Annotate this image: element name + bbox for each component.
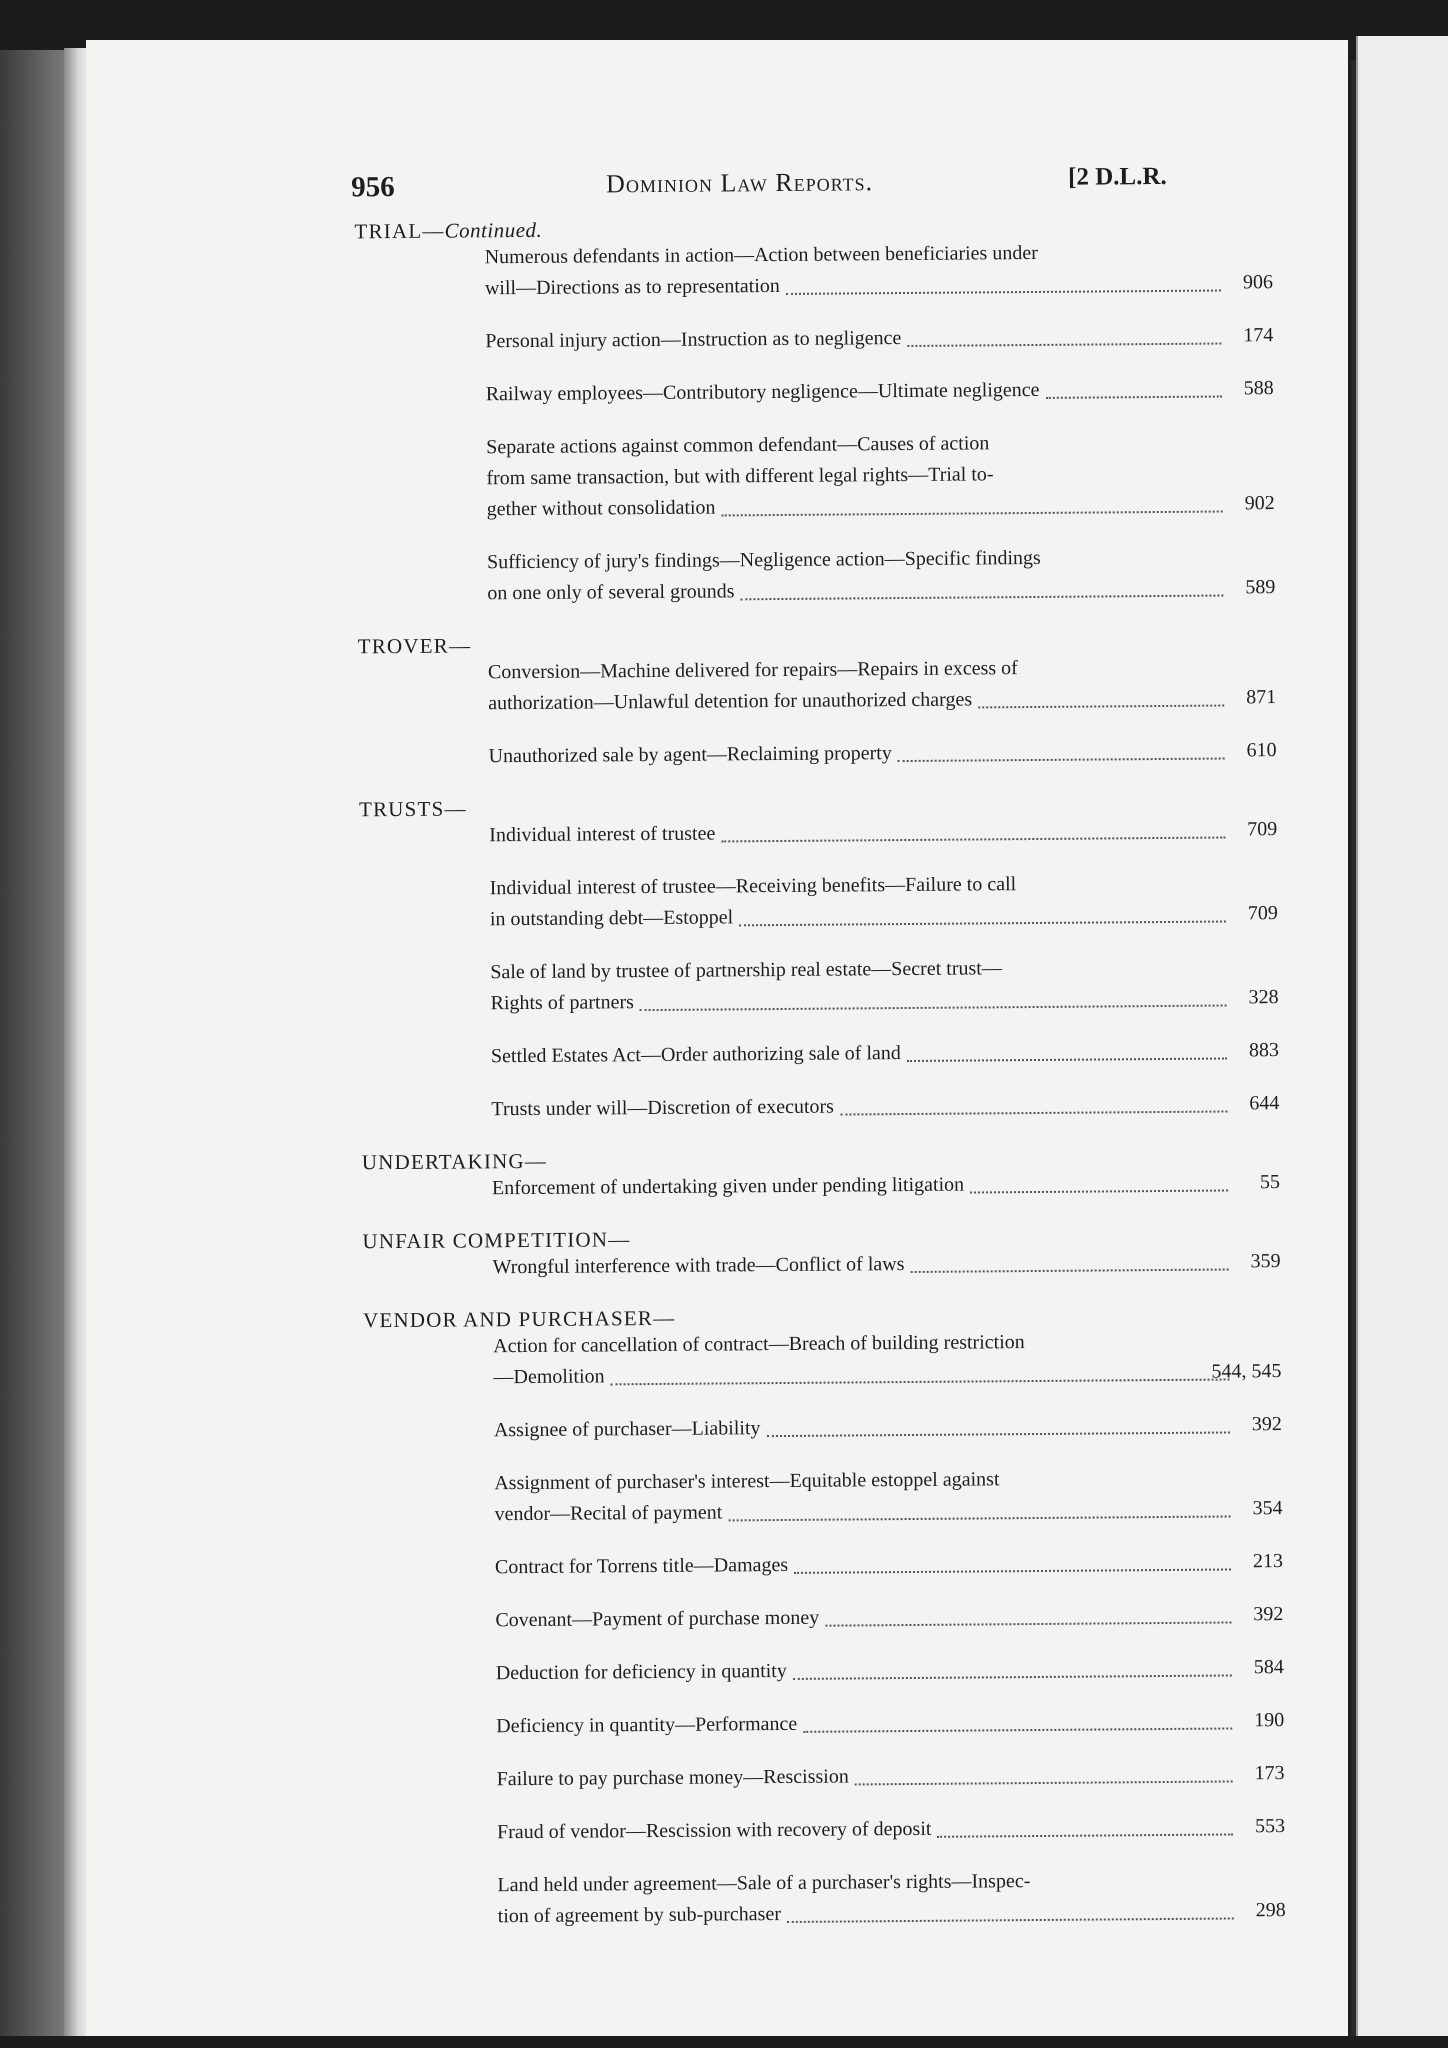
entry-text-line: Fraud of vendor—Rescission with recovery of deposit	[496, 1817, 932, 1844]
page-reference[interactable]: 584	[1253, 1656, 1284, 1679]
page-reference[interactable]: 359	[1250, 1250, 1281, 1273]
entry-final-line	[495, 1546, 1237, 1583]
entry-text-line: gether without consolidation	[486, 496, 716, 521]
entry-final-line	[495, 1599, 1237, 1636]
page-reference[interactable]: 174	[1243, 324, 1274, 347]
dot-leader	[728, 1514, 1230, 1521]
dot-leader	[978, 704, 1224, 709]
entry-final-line	[498, 1895, 1240, 1932]
entry-text-line: tion of agreement by sub-purchaser	[497, 1903, 782, 1928]
entry-text-line: Failure to pay purchase money—Rescission	[496, 1765, 849, 1791]
dot-leader	[898, 757, 1225, 763]
dot-leader	[794, 1567, 1231, 1573]
dot-leader	[840, 1109, 1227, 1115]
dot-leader	[937, 1832, 1233, 1837]
topic-heading-text: UNFAIR COMPETITION—	[362, 1227, 631, 1254]
index-entry	[497, 1864, 1285, 1932]
entry-final-line	[491, 1088, 1233, 1125]
index-entry	[494, 1409, 1282, 1446]
dot-leader	[741, 594, 1224, 601]
entry-text-line: Sale of land by trustee of partnership real estate—Secret trust—	[490, 957, 1002, 984]
index-entry	[495, 1546, 1283, 1583]
index-entry	[488, 735, 1276, 772]
index-topic	[272, 627, 1277, 774]
entry-text-line: will—Directions as to representation	[484, 274, 780, 300]
dot-leader	[722, 510, 1223, 517]
index-entry	[490, 867, 1278, 935]
dot-leader	[721, 836, 1225, 843]
entry-text-line: Rights of partners	[490, 991, 634, 1015]
entry-text-line: vendor—Recital of payment	[494, 1501, 723, 1526]
index-entry	[496, 1652, 1284, 1689]
entry-final-line	[493, 1246, 1235, 1283]
entry-text-line: Numerous defendants in action—Action between beneficiaries under	[484, 241, 1038, 269]
entry-text-line: authorization—Unlawful detention for unauthorized charges	[488, 688, 973, 715]
entry-text-line: Covenant—Payment of purchase money	[495, 1606, 820, 1632]
page-reference[interactable]: 354	[1252, 1497, 1283, 1520]
running-title: Dominion Law Reports.	[606, 167, 874, 199]
index-topic	[277, 1301, 1286, 1934]
entry-final-line	[491, 1035, 1233, 1072]
page-reference[interactable]: 883	[1248, 1039, 1280, 1062]
page-reference[interactable]: 55	[1259, 1171, 1281, 1194]
page-reference[interactable]: 173	[1254, 1762, 1285, 1785]
index-entry	[493, 1246, 1281, 1283]
entry-final-line	[489, 814, 1231, 851]
entry-text-line: —Demolition	[493, 1365, 605, 1389]
index-entry	[495, 1599, 1283, 1636]
entry-final-line	[488, 682, 1230, 719]
index-entry	[486, 426, 1275, 525]
page-reference[interactable]: 213	[1252, 1550, 1284, 1573]
entry-text-line: Assignee of purchaser—Liability	[493, 1417, 761, 1442]
entry-final-line	[488, 735, 1230, 772]
entry-final-line	[487, 572, 1229, 609]
dot-leader	[611, 1377, 1230, 1385]
entry-text-line: Action for cancellation of contract—Breach of building restriction	[493, 1331, 1025, 1358]
dot-leader	[739, 919, 1226, 926]
page-reference[interactable]: 588	[1243, 377, 1274, 400]
index-entry	[496, 1705, 1284, 1742]
entry-text-line: Trusts under will—Discretion of executors	[491, 1095, 835, 1121]
entry-text-line: Deduction for deficiency in quantity	[495, 1659, 787, 1685]
page-edge	[64, 48, 88, 2038]
entry-final-line	[487, 488, 1229, 525]
index-entry	[489, 814, 1277, 851]
topic-heading-text: UNDERTAKING—	[361, 1148, 548, 1175]
index-content	[268, 162, 1286, 1933]
index-topic	[276, 1222, 1281, 1285]
dot-leader	[793, 1673, 1232, 1679]
entry-final-line	[497, 1758, 1239, 1795]
entry-final-line	[492, 1167, 1234, 1204]
page-reference[interactable]: 610	[1246, 739, 1277, 762]
dot-leader	[767, 1430, 1230, 1437]
index-entry	[486, 373, 1274, 410]
page-reference[interactable]: 589	[1245, 576, 1276, 599]
dot-leader	[910, 1267, 1228, 1272]
entry-text-line: Conversion—Machine delivered for repairs—Repairs in excess of	[487, 657, 1018, 684]
topic-heading-text: VENDOR AND PURCHASER—	[362, 1305, 676, 1333]
topic-heading-text: TRUSTS—	[358, 796, 467, 822]
index-entry	[492, 1167, 1280, 1204]
index-entry	[485, 236, 1273, 304]
entry-text-line: Deficiency in quantity—Performance	[496, 1712, 798, 1738]
entry-text-line: in outstanding debt—Estoppel	[489, 906, 734, 931]
index-entry	[491, 1088, 1279, 1125]
entry-text-line: Contract for Torrens title—Damages	[494, 1553, 789, 1579]
entry-text-line: Settled Estates Act—Order authorizing sale of land	[490, 1042, 901, 1068]
index-entry	[491, 1035, 1279, 1072]
dot-leader	[803, 1726, 1232, 1732]
page-reference[interactable]: 392	[1253, 1603, 1284, 1626]
page-header	[268, 162, 1228, 210]
entry-text-line: Personal injury action—Instruction as to negligence	[485, 327, 902, 353]
entry-text-line: Individual interest of trustee—Receiving benefits—Failure to call	[489, 873, 1017, 900]
entry-text-line: Land held under agreement—Sale of a purchaser's rights—Inspec-	[497, 1870, 1031, 1897]
page-reference[interactable]: 906	[1242, 271, 1273, 294]
page-reference[interactable]: 709	[1247, 818, 1278, 841]
topic-heading-text: TROVER—	[357, 633, 472, 659]
topic-heading-text: TRIAL—	[354, 218, 445, 244]
entry-text-line: Sufficiency of jury's findings—Negligence action—Specific findings	[487, 546, 1041, 574]
entry-final-line	[494, 1493, 1236, 1530]
entry-final-line	[485, 267, 1227, 304]
entry-final-line	[490, 982, 1232, 1019]
entry-final-line	[485, 320, 1227, 357]
entry-text-line: on one only of several grounds	[487, 580, 735, 605]
page-reference[interactable]: 871	[1246, 686, 1277, 709]
index-entry	[490, 951, 1278, 1019]
page-number: 956	[351, 171, 395, 204]
entry-text-line: Railway employees—Contributory negligence—Ultimate negligence	[485, 378, 1040, 406]
index-entry	[493, 1325, 1281, 1393]
scanner-bottom-bar	[0, 2036, 1448, 2048]
page-reference[interactable]: 902	[1244, 492, 1275, 515]
entry-text-line: Individual interest of trustee	[489, 822, 716, 847]
entry-final-line	[496, 1705, 1238, 1742]
index-entry	[494, 1462, 1282, 1530]
entry-text-line: Enforcement of undertaking given under pending litigation	[491, 1173, 965, 1200]
index-entry	[497, 1811, 1285, 1848]
entry-text-line: from same transaction, but with different legal rights—Trial to-	[486, 463, 994, 490]
entry-final-line	[496, 1652, 1238, 1689]
entry-final-line	[493, 1356, 1235, 1393]
index-entry	[497, 1758, 1285, 1795]
entry-final-line	[494, 1409, 1236, 1446]
facing-page-edge	[1356, 36, 1448, 2040]
dot-leader	[1046, 395, 1222, 399]
entry-final-line	[490, 898, 1232, 935]
page-reference[interactable]: 392	[1251, 1413, 1282, 1436]
entry-final-line	[497, 1811, 1239, 1848]
entry-text-line: Wrongful interference with trade—Conflict of laws	[492, 1253, 905, 1279]
dot-leader	[786, 289, 1221, 295]
page-reference[interactable]: 298	[1255, 1899, 1286, 1922]
volume-reference: [2 D.L.R.	[1067, 162, 1167, 191]
dot-leader	[907, 1056, 1227, 1062]
index-entry	[487, 541, 1275, 609]
topic-heading-suffix: Continued.	[444, 217, 543, 243]
index-topic	[276, 1143, 1281, 1206]
index-entry	[485, 320, 1273, 357]
index-entry	[488, 651, 1276, 719]
page-reference[interactable]: 190	[1254, 1709, 1285, 1732]
dot-leader	[787, 1916, 1234, 1923]
index-topic	[273, 790, 1280, 1127]
dot-leader	[970, 1188, 1228, 1193]
entry-final-line	[486, 373, 1228, 410]
dot-leader	[855, 1779, 1233, 1785]
dot-leader	[640, 1003, 1227, 1011]
page-reference[interactable]: 709	[1247, 902, 1278, 925]
page-reference[interactable]: 544, 545	[1211, 1360, 1282, 1383]
dot-leader	[825, 1620, 1231, 1626]
dot-leader	[907, 342, 1221, 347]
entry-text-line: Assignment of purchaser's interest—Equitable estoppel against	[494, 1468, 1000, 1495]
page-reference[interactable]: 553	[1254, 1815, 1286, 1838]
index-topics	[268, 212, 1286, 1933]
page-reference[interactable]: 328	[1248, 986, 1279, 1009]
entry-text-line: Unauthorized sale by agent—Reclaiming property	[488, 742, 892, 768]
entry-text-line: Separate actions against common defendant—Causes of action	[486, 432, 990, 459]
page-reference[interactable]: 644	[1249, 1092, 1280, 1115]
index-topic	[268, 212, 1276, 611]
